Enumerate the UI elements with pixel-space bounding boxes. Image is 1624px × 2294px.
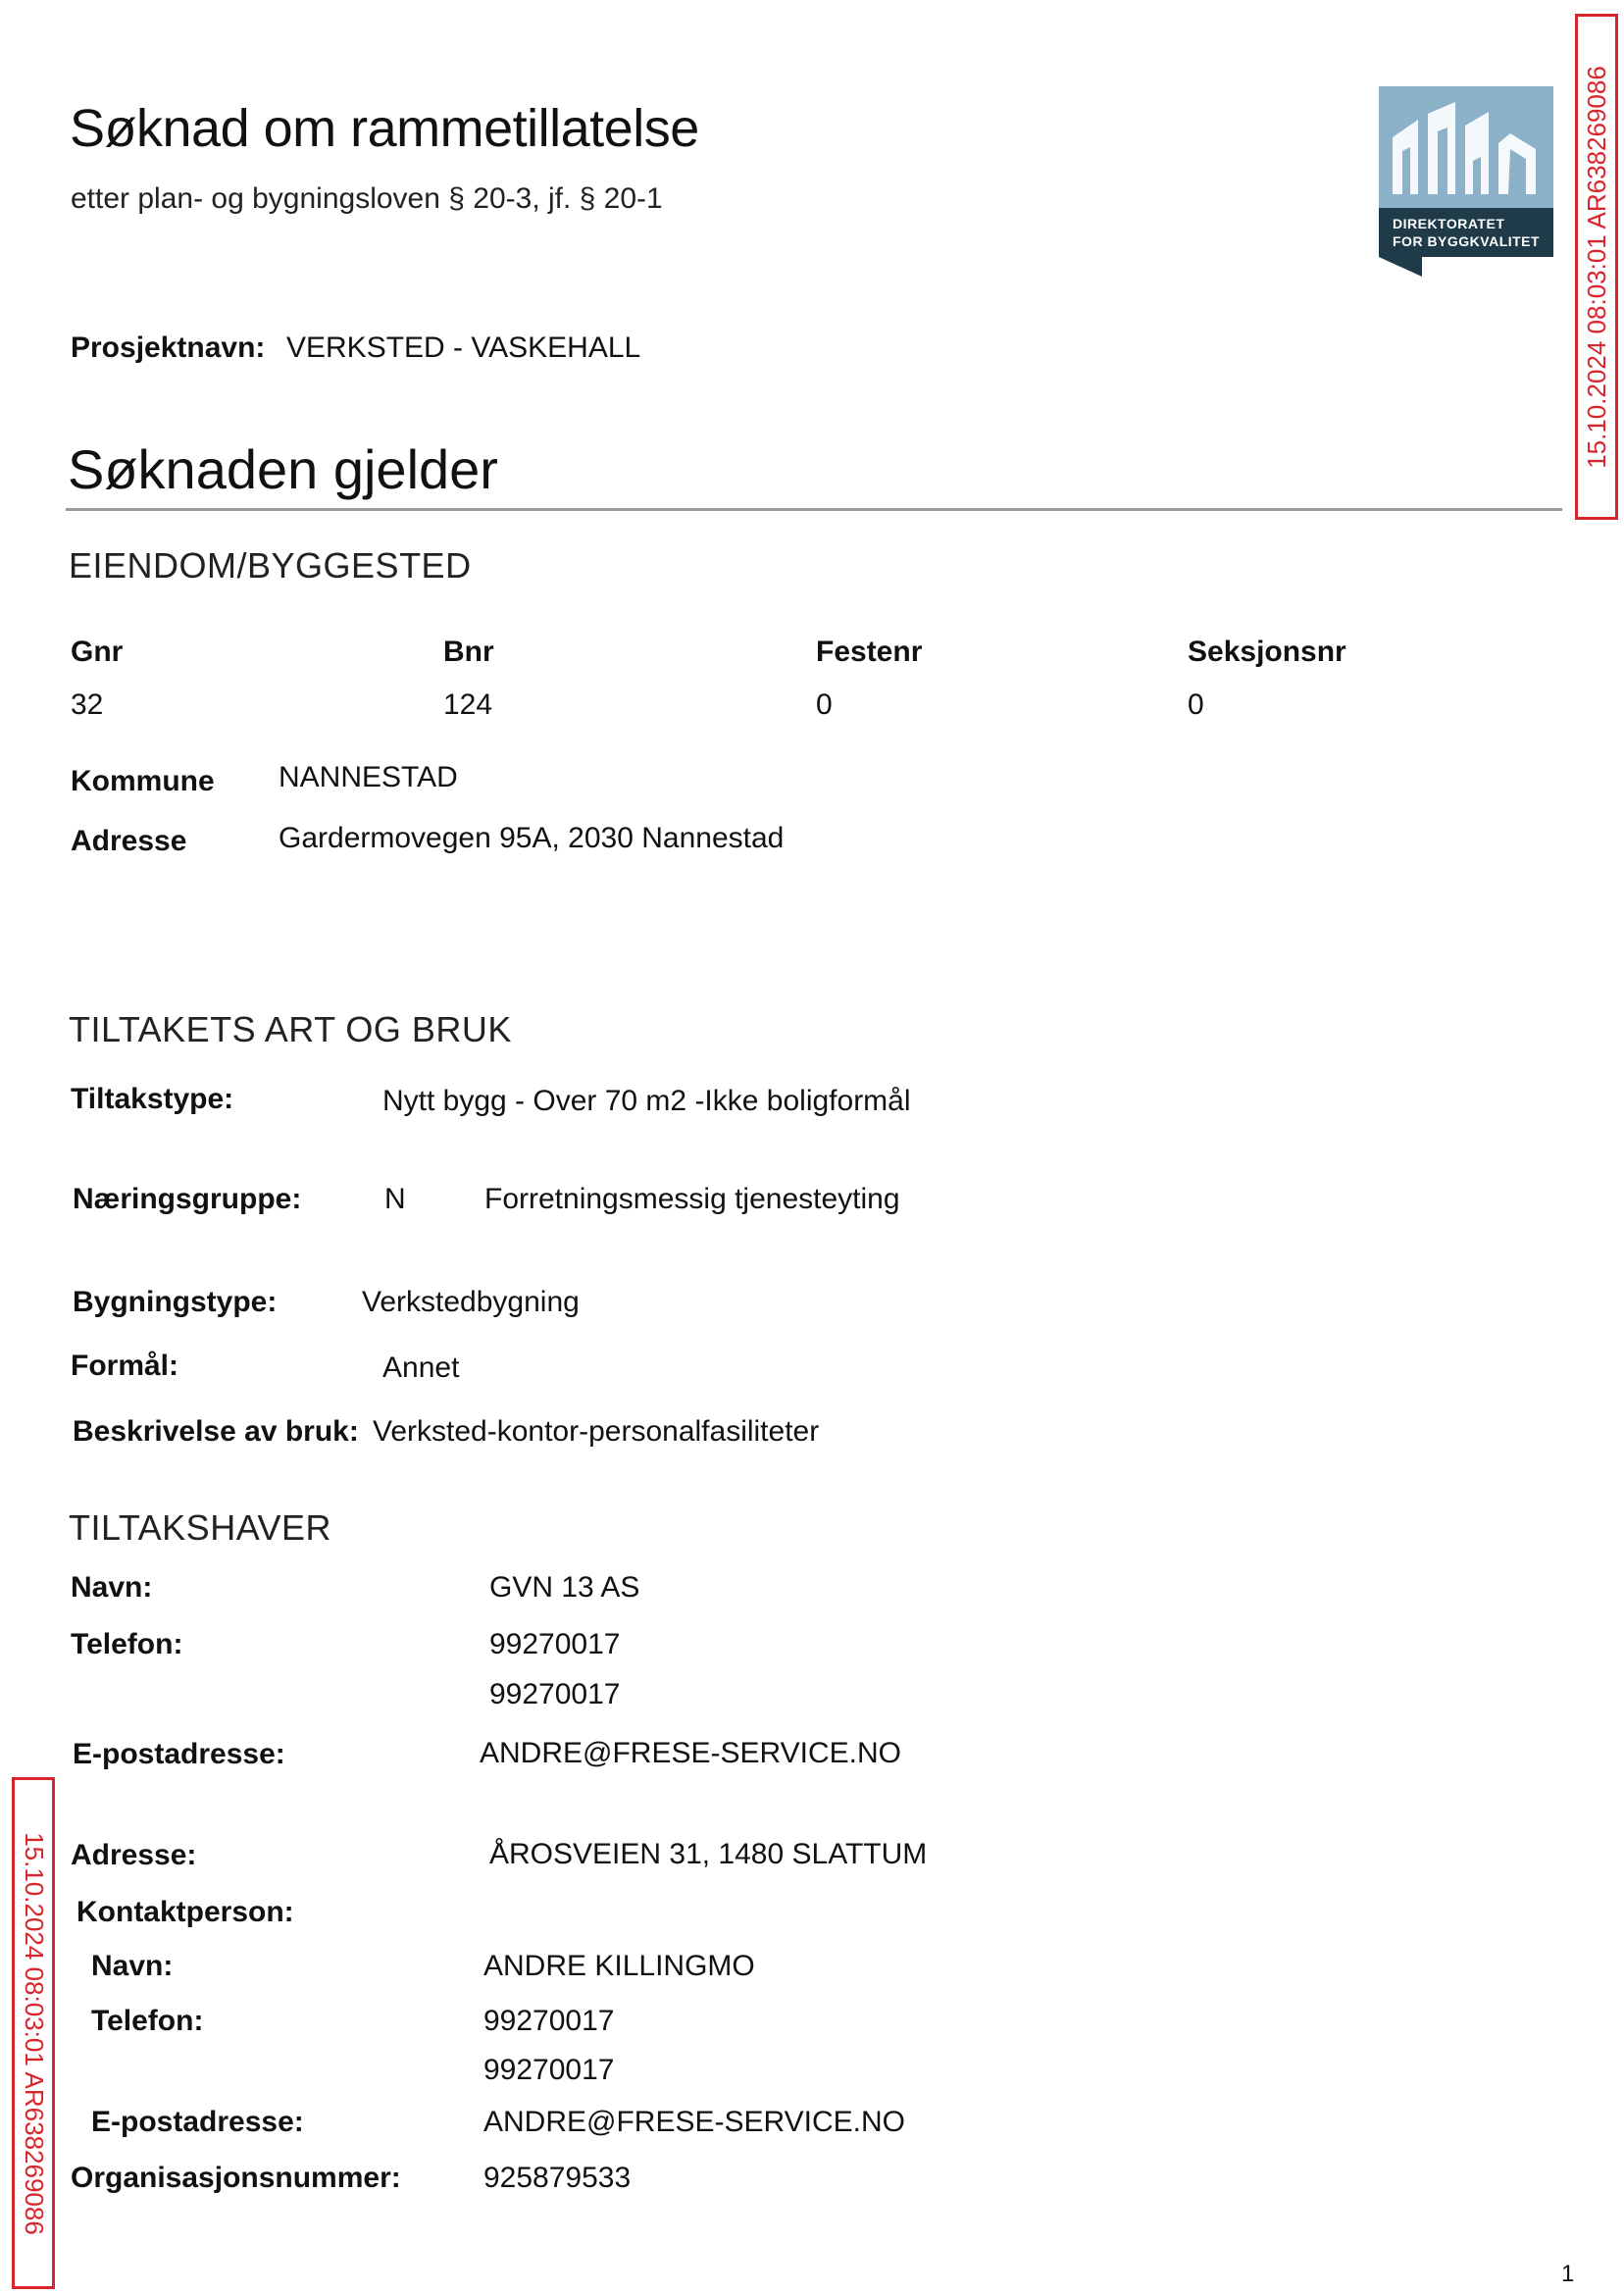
tiltakshaver-epost-value: ANDRE@FRESE-SERVICE.NO xyxy=(480,1737,901,1769)
logo-building-icon xyxy=(1379,86,1553,208)
kontakt-epost-label: E-postadresse: xyxy=(91,2106,304,2138)
tiltakshaver-epost-label: E-postadresse: xyxy=(73,1738,285,1770)
tiltakshaver-telefon-label: Telefon: xyxy=(71,1628,183,1660)
seksjonsnr-value: 0 xyxy=(1188,688,1204,721)
adresse-label: Adresse xyxy=(71,825,187,857)
festenr-label: Festenr xyxy=(816,636,923,668)
naeringsgruppe-code: N xyxy=(384,1183,406,1215)
organisasjonsnummer-value: 925879533 xyxy=(483,2162,632,2194)
tiltakshaver-telefon-value-2: 99270017 xyxy=(489,1678,621,1710)
tiltakshaver-navn-label: Navn: xyxy=(71,1571,153,1604)
section-divider xyxy=(66,508,1562,511)
tiltakstype-value: Nytt bygg - Over 70 m2 -Ikke boligformål xyxy=(382,1085,911,1117)
tiltakshaver-telefon-value-1: 99270017 xyxy=(489,1628,621,1660)
logo-text-band xyxy=(1379,208,1553,257)
formal-label: Formål: xyxy=(71,1350,179,1382)
bygningstype-value: Verkstedbygning xyxy=(362,1286,580,1318)
eiendom-heading: EIENDOM/BYGGESTED xyxy=(69,545,472,586)
kontakt-telefon-value-2: 99270017 xyxy=(483,2054,615,2086)
stamp-text-left: 15.10.2024 08:03:01 AR638269086 xyxy=(19,1831,49,2235)
project-label: Prosjektnavn: xyxy=(71,331,266,364)
kontaktperson-label: Kontaktperson: xyxy=(76,1896,294,1928)
stamp-text-right: 15.10.2024 08:03:01 AR638269086 xyxy=(1581,65,1611,469)
tiltakshaver-navn-value: GVN 13 AS xyxy=(489,1571,640,1604)
bnr-value: 124 xyxy=(443,688,493,721)
bruk-value: Verksted-kontor-personalfasiliteter xyxy=(373,1415,820,1448)
logo-graphic xyxy=(1379,86,1553,208)
tiltakshaver-heading: TILTAKSHAVER xyxy=(69,1507,332,1548)
kommune-label: Kommune xyxy=(71,765,215,797)
logo-text-line1: DIREKTORATET xyxy=(1393,216,1505,231)
adresse-value: Gardermovegen 95A, 2030 Nannestad xyxy=(279,822,785,854)
gnr-label: Gnr xyxy=(71,636,124,668)
naeringsgruppe-value: Forretningsmessig tjenesteyting xyxy=(484,1183,900,1215)
tiltakshaver-adresse-value: ÅROSVEIEN 31, 1480 SLATTUM xyxy=(489,1838,928,1870)
seksjonsnr-label: Seksjonsnr xyxy=(1188,636,1346,668)
kontakt-navn-label: Navn: xyxy=(91,1950,174,1982)
formal-value: Annet xyxy=(382,1351,460,1384)
page-number: 1 xyxy=(1561,2261,1575,2287)
dibk-logo xyxy=(1379,86,1553,275)
kontakt-telefon-label: Telefon: xyxy=(91,2005,204,2037)
kontakt-epost-value: ANDRE@FRESE-SERVICE.NO xyxy=(483,2106,905,2138)
kontakt-telefon-value-1: 99270017 xyxy=(483,2005,615,2037)
tiltak-heading: TILTAKETS ART OG BRUK xyxy=(69,1009,512,1049)
project-value: VERKSTED - VASKEHALL xyxy=(286,331,641,364)
section-title: Søknaden gjelder xyxy=(68,438,498,500)
bygningstype-label: Bygningstype: xyxy=(73,1286,278,1318)
gnr-value: 32 xyxy=(71,688,104,721)
document-subtitle: etter plan- og bygningsloven § 20-3, jf. § 20-1 xyxy=(71,182,663,215)
received-stamp-left xyxy=(12,1777,55,2289)
logo-flag-icon xyxy=(1379,257,1422,277)
kontakt-navn-value: ANDRE KILLINGMO xyxy=(483,1950,755,1982)
organisasjonsnummer-label: Organisasjonsnummer: xyxy=(71,2162,401,2194)
received-stamp-right xyxy=(1575,14,1618,520)
document-title: Søknad om rammetillatelse xyxy=(70,99,699,158)
bnr-label: Bnr xyxy=(443,636,494,668)
tiltakshaver-adresse-label: Adresse: xyxy=(71,1839,197,1871)
logo-text-line2: FOR BYGGKVALITET xyxy=(1393,233,1541,249)
tiltakstype-label: Tiltakstype: xyxy=(71,1083,234,1115)
festenr-value: 0 xyxy=(816,688,833,721)
naeringsgruppe-label: Næringsgruppe: xyxy=(73,1183,302,1215)
bruk-label: Beskrivelse av bruk: xyxy=(73,1415,359,1448)
kommune-value: NANNESTAD xyxy=(279,761,458,793)
